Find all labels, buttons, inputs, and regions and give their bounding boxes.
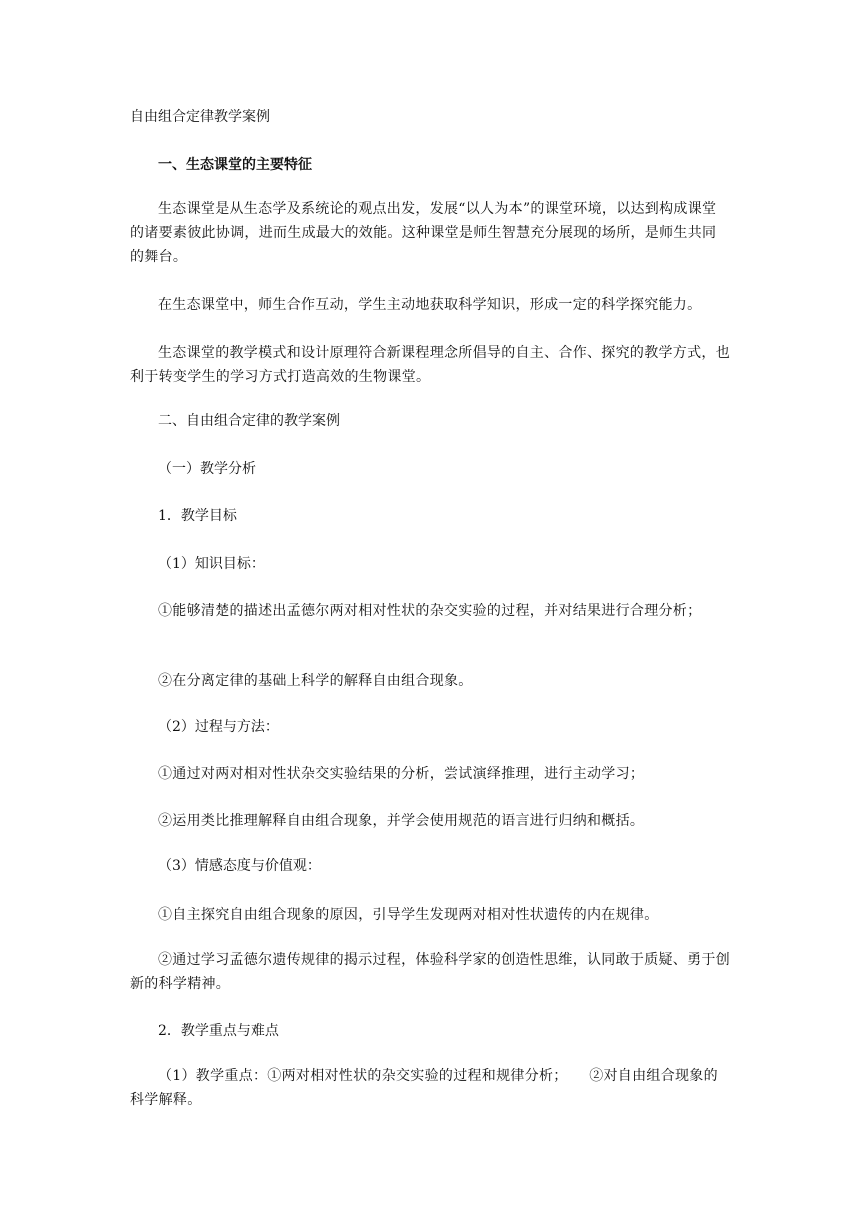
method-goal-1: ①通过对两对相对性状杂交实验结果的分析，尝试演绎推理，进行主动学习； (158, 766, 645, 782)
item-teaching-goals: 1．教学目标 (158, 508, 237, 524)
section-heading-2: 二、自由组合定律的教学案例 (158, 413, 340, 429)
item-key-points: 2．教学重点与难点 (158, 1023, 279, 1039)
paragraph-ecology-model: 生态课堂的教学模式和设计原理符合新课程理念所倡导的自主、合作、探究的教学方式，也利于转变学生的学习方式打造高效的生物课堂。 (130, 345, 730, 385)
emotion-goal-2: ②通过学习孟德尔遗传规律的揭示过程，体验科学家的创造性思维，认同敢于质疑、勇于创新的科学精神。 (130, 952, 730, 992)
method-goal-2: ②运用类比推理解释自由组合现象，并学会使用规范的语言进行归纳和概括。 (158, 813, 645, 829)
item-knowledge-goals: （1）知识目标： (158, 556, 265, 572)
knowledge-goal-1: ①能够清楚的描述出孟德尔两对相对性状的杂交实验的过程，并对结果进行合理分析； (158, 603, 702, 619)
emotion-goal-1: ①自主探究自由组合现象的原因，引导学生发现两对相对性状遗传的内在规律。 (158, 907, 659, 923)
knowledge-goal-2: ②在分离定律的基础上科学的解释自由组合现象。 (158, 673, 473, 689)
subsection-teaching-analysis: （一）教学分析 (158, 461, 256, 477)
section-heading-1: 一、生态课堂的主要特征 (158, 157, 312, 173)
item-emotion-values: （3）情感态度与价值观： (158, 858, 321, 874)
paragraph-ecology-interaction: 在生态课堂中，师生合作互动，学生主动地获取科学知识，形成一定的科学探究能力。 (158, 297, 702, 313)
item-process-methods: （2）过程与方法： (158, 719, 279, 735)
paragraph-ecology-definition: 生态课堂是从生态学及系统论的观点出发，发展“以人为本”的课堂环境，以达到构成课堂的诸要素彼此协调，进而生成最大的效能。这种课堂是师生智慧充分展现的场所，是师生共同的舞台。 (130, 201, 717, 265)
key-point-detail: （1）教学重点：①两对相对性状的杂交实验的过程和规律分析； ②对自由组合现象的科学解释。 (130, 1068, 718, 1108)
document-title: 自由组合定律教学案例 (130, 109, 270, 125)
